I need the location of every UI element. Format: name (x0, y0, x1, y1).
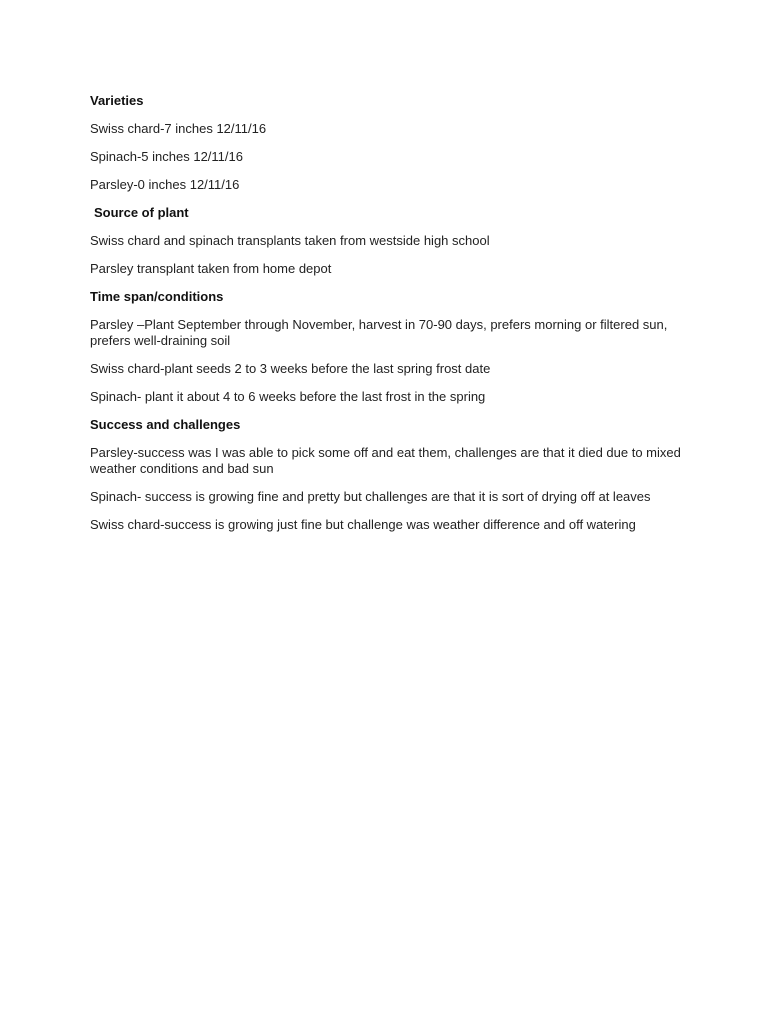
paragraph: Spinach- plant it about 4 to 6 weeks before the last frost in the spring (90, 389, 486, 404)
paragraph: Parsley-0 inches 12/11/16 (90, 177, 240, 192)
section-heading-success-and-challenges: Success and challenges (90, 417, 241, 432)
paragraph: Parsley transplant taken from home depot (90, 261, 332, 276)
section-heading-varieties: Varieties (90, 93, 144, 108)
section-heading-time-span-conditions: Time span/conditions (90, 289, 224, 304)
paragraph: Parsley-success was I was able to pick some off and eat them, challenges are that it died due to mixed weather conditions and bad sun (90, 445, 681, 476)
paragraph: Parsley –Plant September through November, harvest in 70-90 days, prefers morning or filtered sun, prefers well-draining soil (90, 317, 668, 348)
paragraph: Spinach- success is growing fine and pretty but challenges are that it is sort of drying off at leaves (90, 489, 651, 504)
paragraph: Swiss chard-plant seeds 2 to 3 weeks before the last spring frost date (90, 361, 491, 376)
section-heading-source-of-plant: Source of plant (94, 205, 189, 220)
paragraph: Swiss chard-7 inches 12/11/16 (90, 121, 267, 136)
paragraph: Swiss chard-success is growing just fine but challenge was weather difference and off watering (90, 517, 636, 532)
document-page (90, 93, 690, 545)
paragraph: Swiss chard and spinach transplants taken from westside high school (90, 233, 490, 248)
paragraph: Spinach-5 inches 12/11/16 (90, 149, 243, 164)
